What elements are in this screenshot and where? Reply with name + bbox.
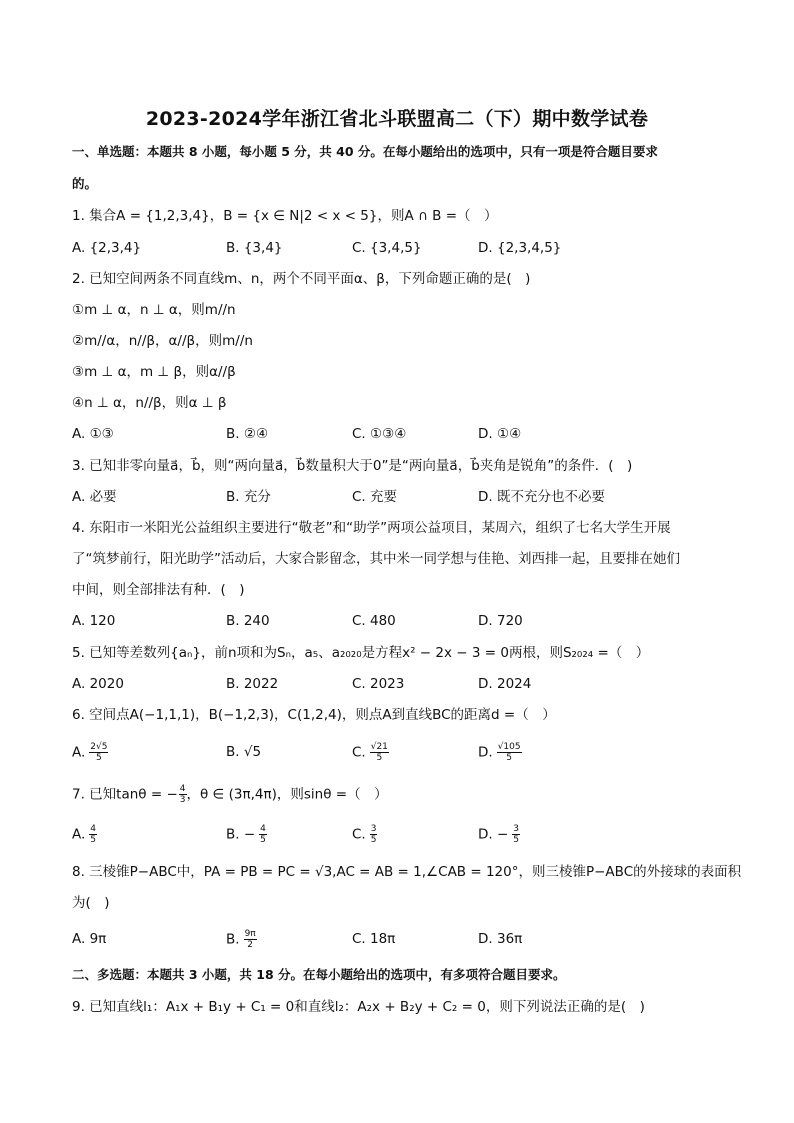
- q2-option-c: C. ①③④: [352, 426, 407, 442]
- q6-option-a-fraction: [89, 742, 108, 763]
- q2-options: [72, 424, 732, 444]
- q7-option-d-label: D. −: [478, 826, 509, 843]
- q6-option-c-numerator: √21: [370, 742, 388, 752]
- q4-option-d: D. 720: [478, 613, 523, 629]
- q2-item-4: ④n ⊥ α，n//β，则α ⊥ β: [72, 395, 227, 411]
- q4-stem-line2: 了“筑梦前行，阳光助学”活动后，大家合影留念，其中米一同学想与佳艳、刘西排一起，且要排在她们: [72, 551, 680, 567]
- q7-option-c-label: C.: [352, 826, 366, 843]
- q3-option-a: A. 必要: [72, 489, 117, 505]
- q6-option-c-denominator: 5: [376, 753, 383, 763]
- q5-stem: 5. 已知等差数列{aₙ}，前n项和为Sₙ，a₅、a₂₀₂₀是方程x² − 2x − 3 = 0两根，则S₂₀₂₄ =（ ）: [72, 645, 650, 661]
- q3-options: [72, 487, 732, 507]
- q8-options: [72, 929, 732, 953]
- q6-option-d-fraction: [497, 742, 522, 763]
- q7-option-d-fraction: [512, 824, 520, 845]
- q2-item-2: ②m//α，n//β，α//β，则m//n: [72, 333, 253, 349]
- q7-option-b-fraction: [259, 824, 267, 845]
- q6-option-d-label: D.: [478, 744, 493, 761]
- q3-option-d: D. 既不充分也不必要: [478, 489, 605, 505]
- q7-option-c-denominator: 5: [370, 835, 377, 845]
- q6-option-b-value: √5: [243, 744, 262, 760]
- q6-option-c-fraction: [370, 742, 389, 763]
- q8-option-b-denominator: 2: [247, 940, 253, 950]
- q3-stem: 3. 已知非零向量a⃗，b⃗，则“两向量a⃗，b⃗数量积大于0”是“两向量a⃗，b⃗夹角是锐角”的条件．( ): [72, 458, 633, 474]
- q7-stem-fraction: [179, 784, 187, 805]
- q6-option-a-denominator: 5: [96, 753, 102, 763]
- q7-option-c-numerator: 3: [370, 824, 377, 834]
- q6-stem: 6. 空间点A(−1,1,1)，B(−1,2,3)，C(1,2,4)，则点A到直线BC的距离d =（ ）: [72, 707, 556, 723]
- q8-option-c: C. 18π: [352, 931, 396, 947]
- q8-stem-line2: 为( ): [72, 895, 110, 911]
- q4-option-a: A. 120: [72, 613, 116, 629]
- q9-stem: 9. 已知直线l₁：A₁x + B₁y + C₁ = 0和直线l₂：A₂x + B₂y + C₂ = 0，则下列说法正确的是( ): [72, 999, 645, 1015]
- q1-stem: 1. 集合A = {1,2,3,4}，B = {x ∈ N|2 < x < 5}，则A ∩ B =（ ）: [72, 208, 498, 224]
- q7-stem-part2: ，θ ∈ (3π,4π)，则sinθ =（ ）: [186, 786, 388, 803]
- q6-option-b-label: B.: [226, 744, 240, 760]
- q3-option-b: B. 充分: [226, 489, 271, 505]
- q7-option-d-denominator: 5: [513, 835, 520, 845]
- q7-options: [72, 824, 732, 848]
- q5-options: [72, 674, 732, 694]
- q2-option-d: D. ①④: [478, 426, 522, 442]
- q4-stem-line1: 4. 东阳市一米阳光公益组织主要进行“敬老”和“助学”两项公益项目，某周六，组织了七名大学生开展: [72, 520, 671, 536]
- q2-option-b: B. ②④: [226, 426, 269, 442]
- q1-option-a: A. {2,3,4}: [72, 240, 142, 256]
- section1-instructions-line1: 一、单选题：本题共 8 小题，每小题 5 分，共 40 分。在每小题给出的选项中，只有一项是符合题目要求: [72, 144, 658, 159]
- q7-stem-part1: 7. 已知tanθ = −: [72, 786, 178, 803]
- q2-item-3: ③m ⊥ α，m ⊥ β，则α//β: [72, 364, 236, 380]
- q7-option-c-fraction: [370, 824, 378, 845]
- q7-option-a-numerator: 4: [90, 824, 97, 834]
- q7-stem-numerator: 4: [179, 784, 186, 794]
- q1-option-b: B. {3,4}: [226, 240, 283, 256]
- q6-option-b: [226, 742, 261, 762]
- q6-option-d: [478, 742, 522, 763]
- q7-option-d: [478, 824, 520, 845]
- q6-options: [72, 742, 732, 766]
- q4-options: [72, 611, 732, 631]
- q6-option-d-numerator: √105: [497, 742, 521, 752]
- section2-instructions: 二、多选题：本题共 3 小题，共 18 分。在每小题给出的选项中，有多项符合题目要求。: [72, 967, 566, 982]
- q8-option-d: D. 36π: [478, 931, 523, 947]
- q5-option-b: B. 2022: [226, 676, 279, 692]
- q1-option-d: D. {2,3,4,5}: [478, 240, 562, 256]
- q7-option-a-fraction: [89, 824, 97, 845]
- q6-option-a: [72, 742, 108, 763]
- q7-option-a-label: A.: [72, 826, 86, 843]
- q7-option-b-label: B. −: [226, 826, 256, 843]
- q2-option-a: A. ①③: [72, 426, 114, 442]
- q8-option-a: A. 9π: [72, 931, 107, 947]
- q4-option-b: B. 240: [226, 613, 270, 629]
- q1-options: [72, 238, 732, 258]
- exam-title: 2023-2024学年浙江省北斗联盟高二（下）期中数学试卷: [145, 108, 649, 130]
- q4-stem-line3: 中间，则全部排法有种．( ): [72, 582, 245, 598]
- q8-option-b-fraction: [244, 929, 257, 950]
- q7-option-b-numerator: 4: [260, 824, 266, 834]
- q6-option-c: [352, 742, 389, 763]
- q4-option-c: C. 480: [352, 613, 396, 629]
- q8-option-b-numerator: 9π: [244, 929, 256, 939]
- q7-stem: [72, 784, 388, 805]
- q7-stem-denominator: 3: [179, 795, 186, 805]
- q6-option-a-numerator: 2√5: [90, 742, 108, 752]
- q5-option-c: C. 2023: [352, 676, 405, 692]
- q7-option-b: [226, 824, 267, 845]
- q6-option-c-label: C.: [352, 744, 366, 761]
- q5-option-d: D. 2024: [478, 676, 532, 692]
- q8-option-b-label: B.: [226, 931, 240, 948]
- q7-option-d-numerator: 3: [513, 824, 520, 834]
- q8-option-b: [226, 929, 257, 950]
- q7-option-a: [72, 824, 97, 845]
- q7-option-c: [352, 824, 377, 845]
- q5-option-a: A. 2020: [72, 676, 124, 692]
- q7-option-b-denominator: 5: [260, 835, 266, 845]
- q6-option-d-denominator: 5: [506, 753, 513, 763]
- q1-option-c: C. {3,4,5}: [352, 240, 422, 256]
- section1-instructions-line2: 的。: [72, 176, 98, 191]
- q8-stem-line1: 8. 三棱锥P−ABC中，PA = PB = PC = √3,AC = AB = 1,∠CAB = 120°，则三棱锥P−ABC的外接球的表面积: [72, 864, 742, 880]
- q6-option-a-label: A.: [72, 744, 86, 761]
- q2-item-1: ①m ⊥ α，n ⊥ α，则m//n: [72, 302, 236, 318]
- q3-option-c: C. 充要: [352, 489, 398, 505]
- q2-stem: 2. 已知空间两条不同直线m、n，两个不同平面α、β，下列命题正确的是( ): [72, 271, 531, 287]
- q7-option-a-denominator: 5: [90, 835, 97, 845]
